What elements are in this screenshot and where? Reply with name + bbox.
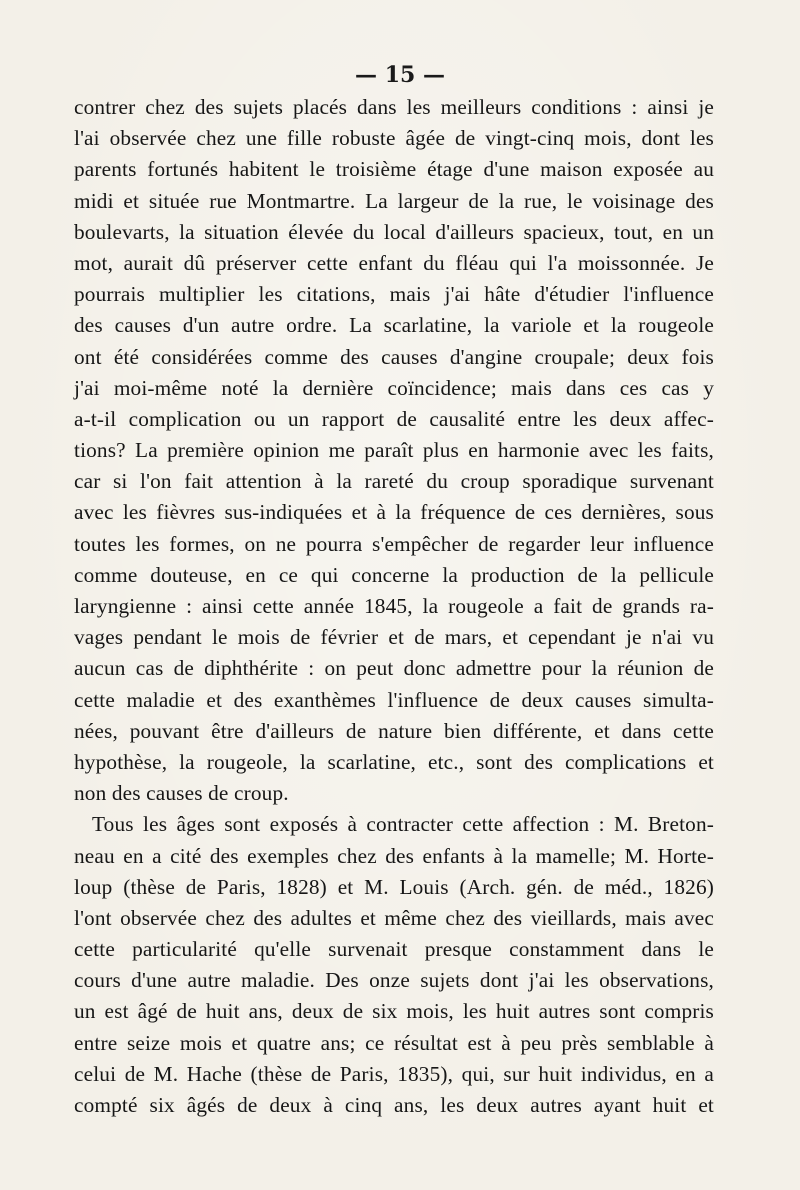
page-number: — 15 —: [355, 62, 445, 88]
text-line: un est âgé de huit ans, deux de six mois, les huit autres sont compris: [74, 999, 714, 1024]
text-line: j'ai moi-même noté la dernière coïncidence; mais dans ces cas y: [74, 375, 714, 400]
text-line: l'ai observée chez une fille robuste âgée de vingt-cinq mois, dont les: [74, 126, 714, 151]
text-line: neau en a cité des exemples chez des enfants à la mamelle; M. Horte-: [74, 843, 714, 868]
text-line: boulevarts, la situation élevée du local d'ailleurs spacieux, tout, en un: [74, 219, 714, 244]
text-line: parents fortunés habitent le troisième étage d'une maison exposée au: [74, 157, 714, 182]
text-line: aucun cas de diphthérite : on peut donc admettre pour la réunion de: [74, 656, 714, 681]
text-line: comme douteuse, en ce qui concerne la production de la pellicule: [74, 562, 714, 587]
text-line: loup (thèse de Paris, 1828) et M. Louis (Arch. gén. de méd., 1826): [74, 874, 714, 899]
text-line: nées, pouvant être d'ailleurs de nature bien différente, et dans cette: [74, 718, 714, 743]
text-line: des causes d'un autre ordre. La scarlatine, la variole et la rougeole: [74, 313, 714, 338]
text-line: cette maladie et des exanthèmes l'influence de deux causes simulta-: [74, 687, 714, 712]
text-line: hypothèse, la rougeole, la scarlatine, etc., sont des complications et: [74, 749, 714, 774]
text-line-paragraph-end: non des causes de croup.: [74, 781, 289, 806]
text-line: cours d'une autre maladie. Des onze sujets dont j'ai les observations,: [74, 968, 714, 993]
text-line: cette particularité qu'elle survenait presque constamment dans le: [74, 937, 714, 962]
text-line-paragraph-start: Tous les âges sont exposés à contracter cette affection : M. Breton-: [92, 812, 714, 837]
body-text: [74, 92, 714, 1121]
text-line: midi et située rue Montmartre. La largeur de la rue, le voisinage des: [74, 188, 714, 213]
text-line: celui de M. Hache (thèse de Paris, 1835), qui, sur huit individus, en a: [74, 1061, 714, 1086]
text-line: a-t-il complication ou un rapport de causalité entre les deux affec-: [74, 406, 714, 431]
text-line: ont été considérées comme des causes d'angine croupale; deux fois: [74, 344, 714, 369]
text-line: mot, aurait dû préserver cette enfant du fléau qui l'a moissonnée. Je: [74, 250, 714, 275]
text-line: entre seize mois et quatre ans; ce résultat est à peu près semblable à: [74, 1030, 714, 1055]
text-line: contrer chez des sujets placés dans les meilleurs conditions : ainsi je: [74, 95, 714, 119]
text-line: laryngienne : ainsi cette année 1845, la rougeole a fait de grands ra-: [74, 594, 714, 618]
text-line: vages pendant le mois de février et de mars, et cependant je n'ai vu: [74, 625, 714, 650]
text-line: pourrais multiplier les citations, mais j'ai hâte d'étudier l'influence: [74, 282, 714, 307]
text-line: l'ont observée chez des adultes et même chez des vieillards, mais avec: [74, 905, 714, 930]
text-line: avec les fièvres sus-indiquées et à la fréquence de ces dernières, sous: [74, 500, 714, 525]
text-line: tions? La première opinion me paraît plus en harmonie avec les faits,: [74, 438, 714, 463]
text-line: car si l'on fait attention à la rareté du croup sporadique survenant: [74, 469, 714, 494]
text-line: toutes les formes, on ne pourra s'empêcher de regarder leur influence: [74, 531, 714, 556]
text-line: compté six âgés de deux à cinq ans, les deux autres ayant huit et: [74, 1093, 714, 1117]
